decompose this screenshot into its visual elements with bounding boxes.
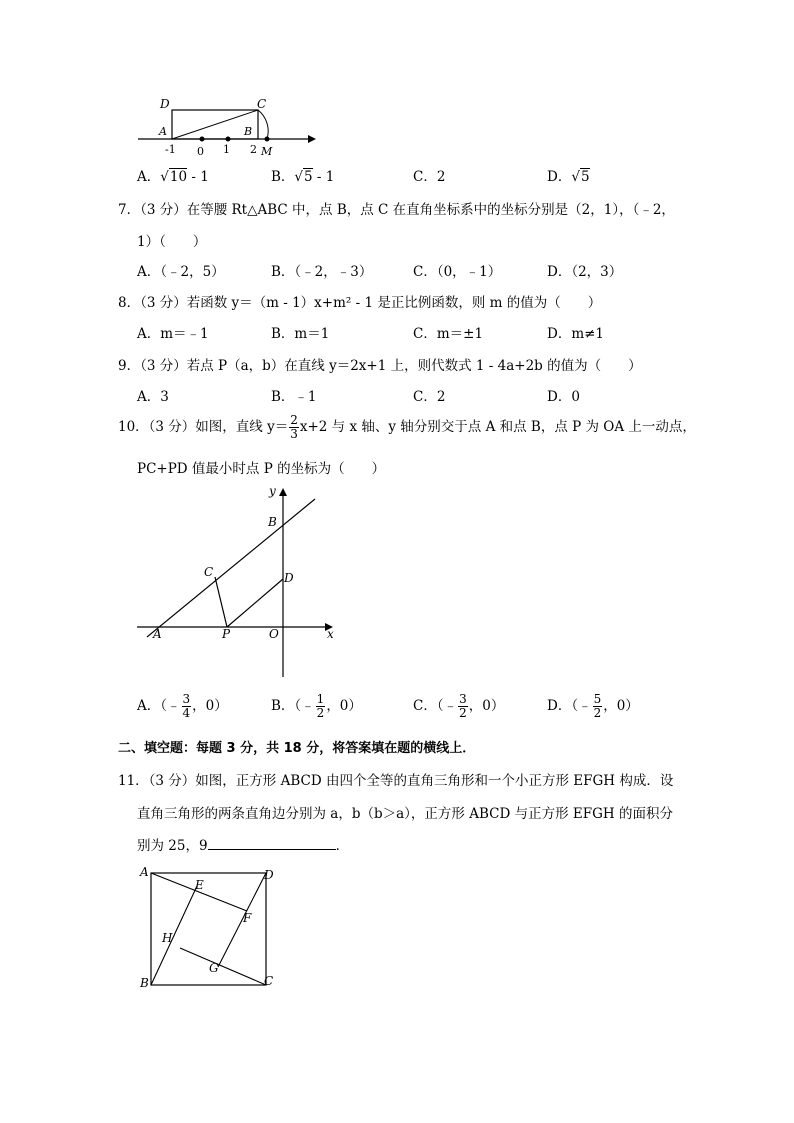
q9-stem: 9．（3 分）若点 P（a，b）在直线 y＝2x+1 上，则代数式 1 - 4a+2b 的值为（ ）	[118, 358, 642, 374]
q10-stem-line2: PC+PD 值最小时点 P 的坐标为（ ）	[137, 461, 386, 477]
q10-option-c: C．（﹣ $\frac{3}{2}$ ，0）	[413, 692, 505, 720]
q8-option-b: B．m＝1	[271, 326, 330, 342]
label-A: A	[140, 865, 149, 879]
label-A: A	[153, 627, 162, 641]
q8-stem: 8．（3 分）若函数 y＝（m - 1）x+m² - 1 是正比例函数，则 m 的值为（ ）	[118, 295, 602, 311]
q6-option-d: D．√5	[547, 169, 590, 185]
q10-option-b: B．（﹣ $\frac{1}{2}$ ，0）	[271, 692, 362, 720]
q6-option-b: B．√5 - 1	[271, 169, 335, 185]
coordinate-figure	[132, 480, 344, 685]
q11-stem-line3: 别为 25，9 ．	[137, 838, 350, 854]
label-B: B	[268, 515, 277, 529]
tick-2: 2	[250, 143, 257, 156]
q7-option-b: B．（﹣2，﹣3）	[271, 264, 373, 280]
label-E: E	[195, 878, 204, 892]
label-G: G	[209, 961, 219, 975]
label-M: M	[261, 145, 273, 158]
q6-option-a: A．√10 - 1	[137, 169, 209, 185]
number-line-figure	[130, 92, 330, 162]
q7-option-d: D．（2，3）	[547, 264, 623, 280]
label-C: C	[204, 565, 214, 579]
tick-1: 1	[223, 143, 230, 156]
tick-0: 0	[197, 145, 204, 158]
label-A: A	[159, 125, 167, 138]
label-C: C	[264, 974, 274, 988]
q8-option-a: A．m＝﹣1	[137, 326, 209, 342]
q9-option-b: B．﹣1	[271, 389, 317, 405]
answer-blank[interactable]	[208, 837, 336, 850]
q9-option-c: C．2	[413, 389, 446, 405]
label-C: C	[257, 97, 267, 111]
q7-option-c: C．（0，﹣1）	[413, 264, 502, 280]
label-H: H	[162, 931, 173, 945]
q9-option-d: D．0	[547, 389, 580, 405]
section-heading: 二、填空题：每题 3 分，共 18 分，将答案填在题的横线上．	[118, 741, 476, 756]
label-y: y	[269, 484, 276, 498]
q10-option-d: D．（﹣ $\frac{5}{2}$ ，0）	[547, 692, 639, 720]
label-F: F	[243, 911, 252, 925]
q11-stem-line2: 直角三角形的两条直角边分别为 a，b（b＞a），正方形 ABCD 与正方形 EFGH 的面积分	[137, 806, 673, 822]
q7-stem-line1: 7．（3 分）在等腰 Rt△ABC 中，点 B，点 C 在直角坐标系中的坐标分别是（2，1），（﹣2，	[118, 202, 675, 218]
q6-option-c: C．2	[413, 169, 446, 185]
q11-stem-line1: 11．（3 分）如图，正方形 ABCD 由四个全等的直角三角形和一个小正方形 EFGH 构成．设	[118, 773, 674, 789]
label-O: O	[269, 627, 279, 641]
label-B: B	[140, 976, 149, 990]
square-figure	[138, 864, 283, 994]
q10-stem-line1: 10．（3 分）如图，直线 y＝ $\frac{2}{3}$ x+2 与 x 轴、y 轴分别交于点 A 和点 B，点 P 为 OA 上一动点，	[118, 413, 696, 441]
label-x: x	[327, 627, 334, 641]
label-D: D	[264, 868, 274, 882]
q7-option-a: A．（﹣2，5）	[137, 264, 225, 280]
q8-option-c: C．m＝±1	[413, 326, 484, 342]
label-P: P	[222, 627, 231, 641]
q8-option-d: D．m≠1	[547, 326, 605, 342]
label-D: D	[284, 571, 294, 585]
tick-neg1: -1	[165, 143, 176, 156]
label-D: D	[160, 97, 170, 111]
q7-stem-line2: 1）（ ）	[137, 234, 207, 250]
q10-option-a: A．（﹣ $\frac{3}{4}$ ，0）	[137, 692, 228, 720]
q9-option-a: A．3	[137, 389, 169, 405]
label-B: B	[244, 125, 253, 138]
